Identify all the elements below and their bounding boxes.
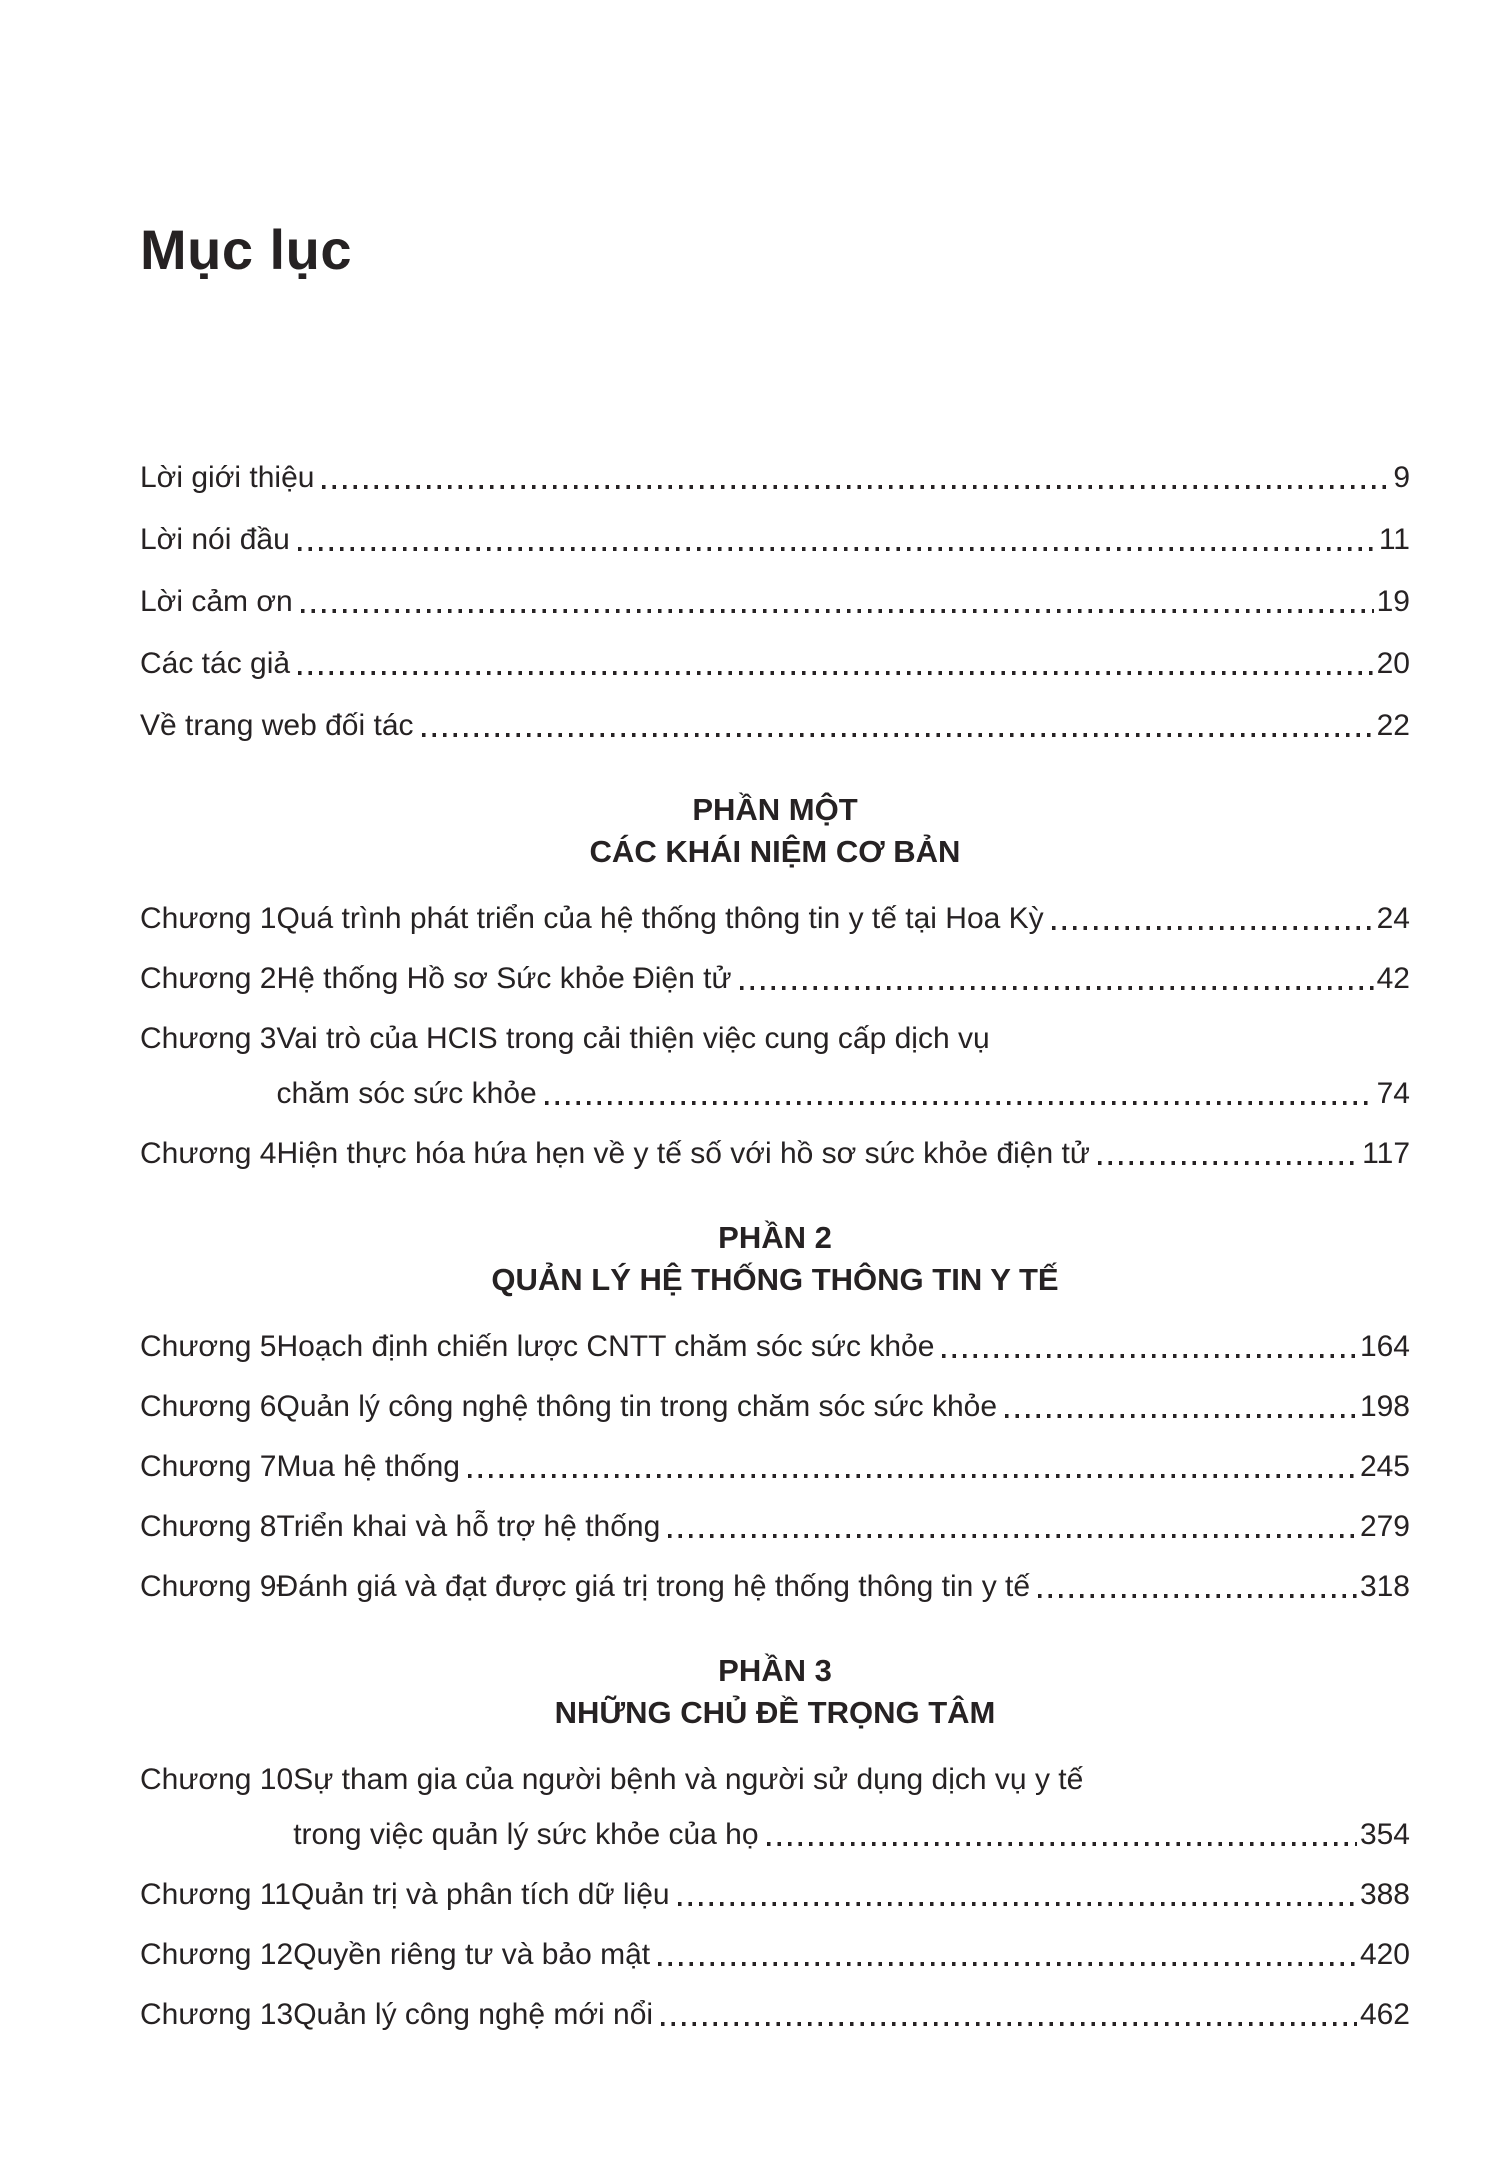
section-heading xyxy=(140,1650,1410,1734)
chapter-label: Chương 3 xyxy=(140,1022,277,1055)
chapter-title-line xyxy=(277,901,1411,936)
chapter-title-line xyxy=(277,1389,1411,1424)
chapter-title-text: Mua hệ thống xyxy=(276,1450,460,1483)
dot-leader xyxy=(298,547,1376,551)
toc-chapter xyxy=(140,1509,1410,1544)
dot-leader xyxy=(322,485,1390,489)
chapter-title-text: trong việc quản lý sức khỏe của họ xyxy=(293,1818,759,1851)
chapter-label: Chương 10 xyxy=(140,1763,294,1796)
chapter-body xyxy=(277,901,1411,936)
chapter-body xyxy=(277,1021,1411,1111)
chapter-title-text: Hệ thống Hồ sơ Sức khỏe Điện tử xyxy=(276,962,732,995)
section-part-title: PHẦN 2 xyxy=(718,1220,832,1255)
toc-chapter xyxy=(140,901,1410,936)
chapter-title-text: Sự tham gia của người bệnh và người sử dụng dịch vụ y tế xyxy=(293,1763,1084,1796)
section-heading xyxy=(140,789,1410,873)
chapter-title-text: Quyền riêng tư và bảo mật xyxy=(293,1938,651,1971)
chapter-title-text: Hoạch định chiến lược CNTT chăm sóc sức khỏe xyxy=(276,1330,935,1363)
chapter-title-line xyxy=(277,1449,1411,1484)
chapter-title-line xyxy=(277,1136,1411,1171)
front-matter-list xyxy=(140,460,1410,743)
chapter-title-line xyxy=(277,961,1411,996)
page-title: Mục lục xyxy=(140,218,352,281)
chapter-page: 74 xyxy=(1376,1077,1410,1110)
chapter-label: Chương 5 xyxy=(140,1330,277,1363)
toc-entry-title: Lời giới thiệu xyxy=(140,461,315,494)
dot-leader xyxy=(658,1962,1357,1966)
chapter-title-line xyxy=(291,1877,1410,1912)
toc-chapter xyxy=(140,1997,1410,2032)
dot-leader xyxy=(740,986,1374,990)
toc-chapter xyxy=(140,1021,1410,1111)
chapter-page: 198 xyxy=(1359,1390,1410,1423)
dot-leader xyxy=(1005,1414,1357,1418)
chapter-body xyxy=(277,1389,1411,1424)
chapter-page: 318 xyxy=(1359,1570,1410,1603)
toc-entry xyxy=(140,584,1410,619)
chapter-title-line xyxy=(293,1997,1410,2032)
toc-entry-title: Lời cảm ơn xyxy=(140,585,293,618)
chapter-label: Chương 4 xyxy=(140,1137,277,1170)
chapter-title-line xyxy=(293,1937,1410,1972)
section-subtitle: NHỮNG CHỦ ĐỀ TRỌNG TÂM xyxy=(554,1695,996,1730)
toc-entry xyxy=(140,708,1410,743)
chapter-title-line xyxy=(293,1762,1410,1797)
toc-entry-page: 9 xyxy=(1393,461,1410,494)
toc-section xyxy=(140,1217,1410,1604)
chapter-title-text: Quản trị và phân tích dữ liệu xyxy=(290,1878,670,1911)
toc-entry xyxy=(140,646,1410,681)
chapter-title-line xyxy=(277,1076,1411,1111)
section-part-title: PHẦN 3 xyxy=(718,1653,832,1688)
chapter-title-text: Quản lý công nghệ thông tin trong chăm sóc sức khỏe xyxy=(276,1390,998,1423)
toc-entry-page: 20 xyxy=(1376,647,1410,680)
toc-entry xyxy=(140,522,1410,557)
chapter-page: 462 xyxy=(1359,1998,1410,2031)
chapter-title-text: Triển khai và hỗ trợ hệ thống xyxy=(276,1510,661,1543)
chapter-title-line xyxy=(277,1569,1411,1604)
toc-chapter xyxy=(140,1389,1410,1424)
chapter-body xyxy=(293,1997,1410,2032)
toc-section xyxy=(140,1650,1410,2032)
toc-chapter xyxy=(140,1329,1410,1364)
chapter-label: Chương 11 xyxy=(140,1878,291,1911)
dot-leader xyxy=(468,1474,1357,1478)
sections xyxy=(140,789,1410,2032)
dot-leader xyxy=(767,1842,1357,1846)
chapter-page: 245 xyxy=(1359,1450,1410,1483)
dot-leader xyxy=(678,1902,1357,1906)
chapter-label: Chương 12 xyxy=(140,1938,294,1971)
toc-entry-title: Lời nói đầu xyxy=(140,523,290,556)
chapter-title-text: chăm sóc sức khỏe xyxy=(276,1077,537,1110)
chapter-body xyxy=(277,1329,1411,1364)
chapter-body xyxy=(277,1509,1411,1544)
section-part-title: PHẦN MỘT xyxy=(692,792,858,827)
chapter-page: 279 xyxy=(1359,1510,1410,1543)
chapter-label: Chương 8 xyxy=(140,1510,277,1543)
chapter-label: Chương 7 xyxy=(140,1450,277,1483)
chapter-body xyxy=(277,1569,1411,1604)
chapter-list xyxy=(140,901,1410,1171)
toc-entry-title: Về trang web đối tác xyxy=(140,709,414,742)
section-subtitle: QUẢN LÝ HỆ THỐNG THÔNG TIN Y TẾ xyxy=(491,1262,1059,1297)
chapter-title-text: Quá trình phát triển của hệ thống thông tin y tế tại Hoa Kỳ xyxy=(276,902,1044,935)
chapter-page: 354 xyxy=(1359,1818,1410,1851)
toc-entry-title: Các tác giả xyxy=(140,647,291,680)
chapter-title-text: Đánh giá và đạt được giá trị trong hệ thống thông tin y tế xyxy=(276,1570,1031,1603)
chapter-page: 24 xyxy=(1376,902,1410,935)
chapter-body xyxy=(277,961,1411,996)
chapter-title-line xyxy=(277,1509,1411,1544)
toc-chapter xyxy=(140,1762,1410,1852)
toc-entry-page: 19 xyxy=(1376,585,1410,618)
toc-chapter xyxy=(140,961,1410,996)
toc-chapter xyxy=(140,1449,1410,1484)
dot-leader xyxy=(298,671,1374,675)
chapter-page: 164 xyxy=(1359,1330,1410,1363)
chapter-title-text: Hiện thực hóa hứa hẹn về y tế số với hồ sơ sức khỏe điện tử xyxy=(276,1137,1090,1170)
dot-leader xyxy=(1038,1594,1357,1598)
chapter-list xyxy=(140,1762,1410,2032)
chapter-title-text: Quản lý công nghệ mới nổi xyxy=(293,1998,654,2031)
toc-entry-page: 11 xyxy=(1378,523,1410,556)
chapter-label: Chương 13 xyxy=(140,1998,294,2031)
chapter-title-line xyxy=(277,1329,1411,1364)
toc-chapter xyxy=(140,1569,1410,1604)
dot-leader xyxy=(545,1101,1374,1105)
toc-entry-page: 22 xyxy=(1376,709,1410,742)
section-subtitle: CÁC KHÁI NIỆM CƠ BẢN xyxy=(589,834,961,869)
section-heading xyxy=(140,1217,1410,1301)
chapter-label: Chương 2 xyxy=(140,962,277,995)
dot-leader xyxy=(1052,926,1374,930)
dot-leader xyxy=(942,1354,1357,1358)
dot-leader xyxy=(301,609,1374,613)
chapter-label: Chương 9 xyxy=(140,1570,277,1603)
chapter-list xyxy=(140,1329,1410,1604)
dot-leader xyxy=(422,733,1374,737)
dot-leader xyxy=(1098,1161,1359,1165)
chapter-title-line xyxy=(293,1817,1410,1852)
chapter-page: 420 xyxy=(1359,1938,1410,1971)
chapter-page: 42 xyxy=(1376,962,1410,995)
chapter-body xyxy=(277,1449,1411,1484)
toc-chapter xyxy=(140,1136,1410,1171)
dot-leader xyxy=(661,2022,1357,2026)
toc-chapter xyxy=(140,1937,1410,1972)
chapter-body xyxy=(293,1937,1410,1972)
chapter-body xyxy=(277,1136,1411,1171)
chapter-title-line xyxy=(277,1021,1411,1056)
toc-entry xyxy=(140,460,1410,495)
toc-section xyxy=(140,789,1410,1171)
chapter-body xyxy=(293,1762,1410,1852)
toc-chapter xyxy=(140,1877,1410,1912)
chapter-title-text: Vai trò của HCIS trong cải thiện việc cung cấp dịch vụ xyxy=(276,1022,990,1055)
dot-leader xyxy=(668,1534,1357,1538)
chapter-label: Chương 1 xyxy=(140,902,277,935)
chapter-body xyxy=(291,1877,1410,1912)
chapter-label: Chương 6 xyxy=(140,1390,277,1423)
chapter-page: 117 xyxy=(1362,1137,1410,1170)
chapter-page: 388 xyxy=(1359,1878,1410,1911)
